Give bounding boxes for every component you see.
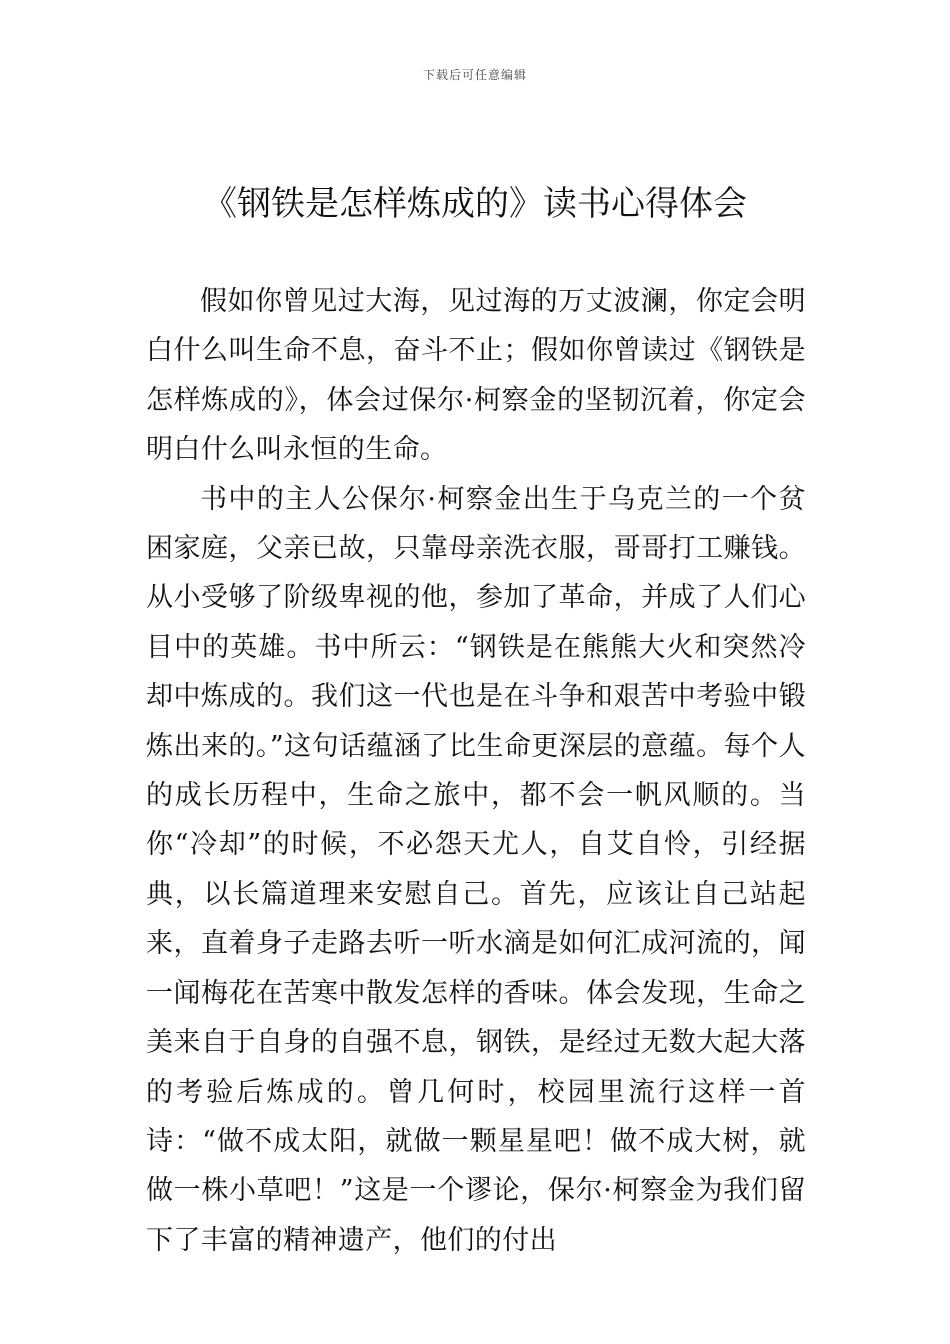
paragraph-2: 书中的主人公保尔·柯察金出生于乌克兰的一个贫困家庭，父亲已故，只靠母亲洗衣服，哥哥打工赚钱。从小受够了阶级卑视的他，参加了革命，并成了人们心目中的英雄。书中所云：“钢铁是在熊熊大火和突然冷却中炼成的。我们这一代也是在斗争和艰苦中考验中锻炼出来的。”这句话蕴涵了比生命更深层的意蕴。每个人的成长历程中，生命之旅中，都不会一帆风顺的。当你“冷却”的时候，不必怨天尤人，自艾自怜，引经据典，以长篇道理来安慰自己。首先，应该让自己站起来，直着身子走路去听一听水滴是如何汇成河流的，闻一闻梅花在苦寒中散发怎样的香味。体会发现，生命之美来自于自身的自强不息，钢铁，是经过无数大起大落的考验后炼成的。曾几何时，校园里流行这样一首诗：“做不成太阳，就做一颗星星吧！做不成大树，就做一株小草吧！”这是一个谬论，保尔·柯察金为我们留下了丰富的精神遗产，他们的付出 <box>146 483 806 1256</box>
document-body <box>146 277 806 1265</box>
header-note: 下载后可任意编辑 <box>422 68 527 82</box>
document-title: 《钢铁是怎样炼成的》读书心得体会 <box>203 184 747 224</box>
paragraph-1: 假如你曾见过大海，见过海的万丈波澜，你定会明白什么叫生命不息，奋斗不止；假如你曾读过《钢铁是怎样炼成的》，体会过保尔·柯察金的坚韧沉着，你定会明白什么叫永恒的生命。 <box>146 286 806 466</box>
